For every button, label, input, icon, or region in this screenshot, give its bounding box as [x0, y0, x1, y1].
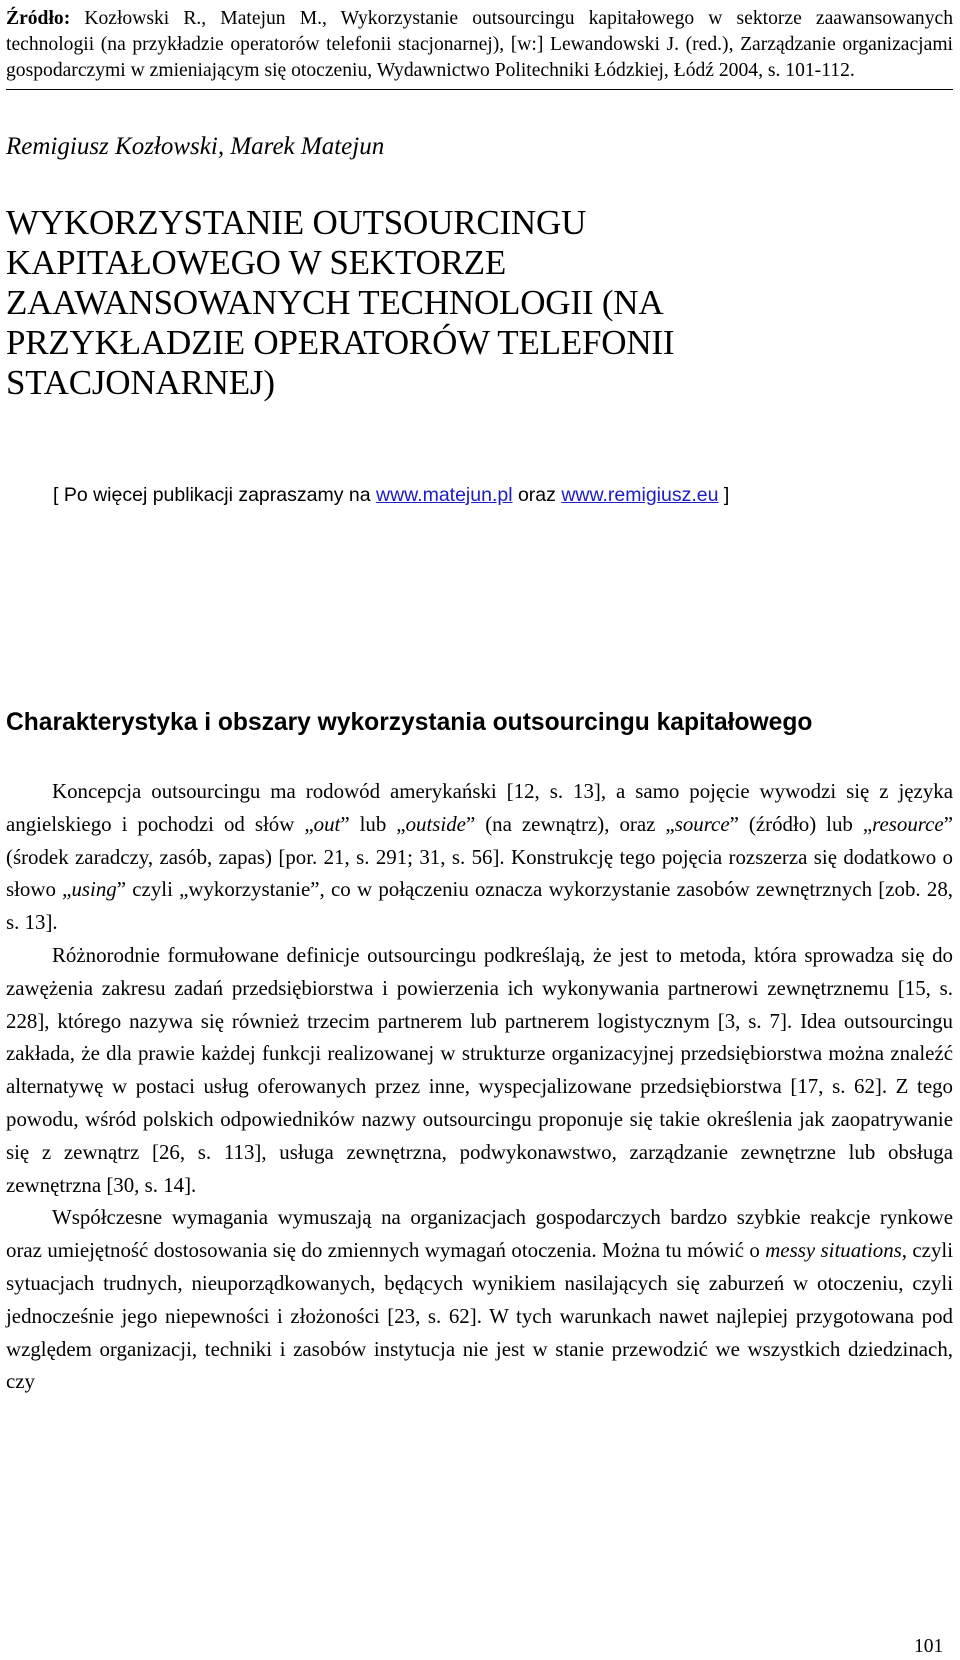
- text-run: Współczesne wymagania wymuszają na organizacjach gospodarczych bardzo szybkie reakcje rynkowe oraz umiejętność dostosowania się do zmiennych wymagań otoczenia. Można tu mówić o: [6, 1205, 953, 1263]
- article-title: [6, 203, 906, 403]
- text-run: ” czyli „wykorzystanie”, co w połączeniu oznacza wykorzystanie zasobów zewnętrznych [zob. 28, s. 13].: [6, 877, 953, 935]
- source-label: Źródło:: [6, 8, 71, 29]
- italic-term: outside: [405, 811, 466, 836]
- promo-prefix: [ Po więcej publikacji zapraszamy na: [53, 484, 376, 506]
- source-citation: [6, 6, 953, 90]
- text-run: ” (źródło) lub „: [729, 811, 873, 836]
- authors: Remigiusz Kozłowski, Marek Matejun: [6, 133, 385, 160]
- paragraph: [6, 1201, 953, 1398]
- promo-middle: oraz: [512, 484, 562, 506]
- text-run: ” (środek zaradczy, zasób, zapas) [por. 21, s. 291; 31, s. 56]. Konstrukcję tego pojęcia rozszerza się dodatkowo o słowo „: [6, 811, 953, 902]
- link-matejun[interactable]: www.matejun.pl: [375, 484, 513, 506]
- paragraph: [6, 775, 953, 939]
- italic-term: messy situations: [765, 1238, 902, 1263]
- promo-suffix: ]: [718, 484, 730, 506]
- source-text: Kozłowski R., Matejun M., Wykorzystanie outsourcingu kapitałowego w sektorze zaawansowanych technologii (na przykładzie operatorów telefonii stacjonarnej), [w:] Lewandowski J. (red.), Zarządzanie organizacjami gospodarczymi w zmieniającym się otoczeniu, Wydawnictwo Politechniki Łódzkiej, Łódź 2004, s. 101-112.: [6, 8, 953, 81]
- text-run: ” (na zewnątrz), oraz „: [465, 811, 675, 836]
- text-run: Różnorodnie formułowane definicje outsourcingu podkreślają, że jest to metoda, która sprowadza się do zawężenia zakresu zadań przedsiębiorstwa i powierzenia ich wykonywania partnerowi zewnętrznemu [15, s. 228], którego nazywa się również trzecim partnerem lub partnerem logistycznym [3, s. 7]. Idea outsourcingu zakłada, że dla prawie każdej funkcji realizowanej w strukturze organizacyjnej przedsiębiorstwa można znaleźć alternatywę w postaci usług oferowanych przez inne, wyspecjalizowane przedsiębiorstwa [17, s. 62]. Z tego powodu, wśród polskich odpowiedników nazwy outsourcingu proponuje się takie określenia jak zaopatrywanie się z zewnątrz [26, s. 113], usługa zewnętrzna, podwykonawstwo, zarządzanie zewnętrzne lub obsługa zewnętrzna [30, s. 14].: [6, 942, 953, 1197]
- title-line: WYKORZYSTANIE OUTSOURCINGU: [6, 203, 587, 242]
- body-text: [6, 775, 953, 1398]
- title-line: PRZYKŁADZIE OPERATORÓW TELEFONII: [6, 323, 675, 362]
- link-remigiusz[interactable]: www.remigiusz.eu: [561, 484, 719, 506]
- promo-line: [53, 484, 729, 507]
- italic-term: resource: [872, 811, 944, 836]
- title-line: ZAAWANSOWANYCH TECHNOLOGII (NA: [6, 283, 664, 322]
- italic-term: using: [71, 877, 117, 902]
- paragraph: [6, 939, 953, 1201]
- text-run: Koncepcja outsourcingu ma rodowód amerykański [12, s. 13], a samo pojęcie wywodzi się z języka angielskiego i pochodzi od słów „: [6, 779, 953, 836]
- italic-term: source: [674, 811, 730, 836]
- text-run: , czyli sytuacjach trudnych, nieuporządkowanych, będących wynikiem nasilających się zaburzeń w otoczeniu, czyli jednocześnie jego niepewności i złożoności [23, s. 62]. W tych warunkach nawet najlepiej przygotowana pod względem organizacji, techniki i zasobów instytucja nie jest w stanie przewodzić we wszystkich dziedzinach, czy: [6, 1238, 954, 1394]
- italic-term: out: [313, 811, 341, 836]
- section-heading: Charakterystyka i obszary wykorzystania outsourcingu kapitałowego: [6, 709, 813, 736]
- title-line: STACJONARNEJ): [6, 363, 275, 402]
- title-line: KAPITAŁOWEGO W SEKTORZE: [6, 243, 507, 282]
- text-run: ” lub „: [340, 811, 406, 836]
- page-number: 101: [914, 1636, 944, 1657]
